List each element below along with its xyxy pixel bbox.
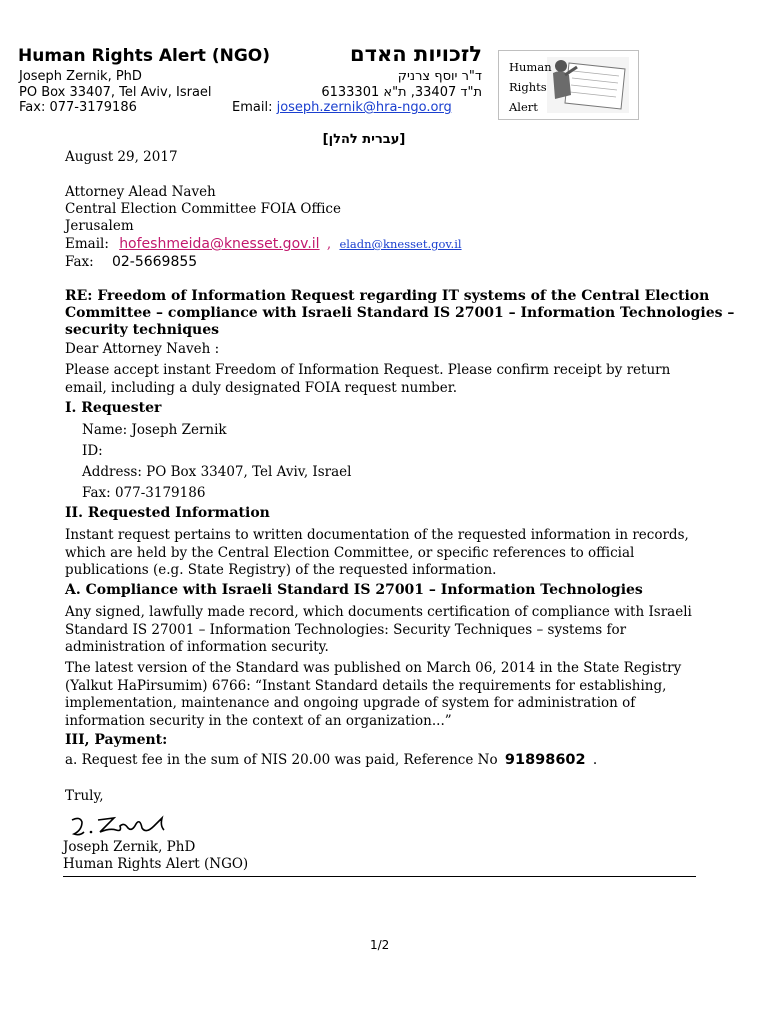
letter-date: August 29, 2017	[65, 149, 178, 165]
recipient-email-primary[interactable]: hofeshmeida@knesset.gov.il	[119, 236, 320, 252]
letterhead-address-en: PO Box 33407, Tel Aviv, Israel	[19, 85, 212, 100]
requested-body: Instant request pertains to written documentation of the requested information in records, which are held by the Central Election Committee, or specific references to official publications (e.g. State Registry) of the requested information.	[65, 527, 689, 578]
email-separator: ,	[326, 236, 332, 252]
recipient-name: Attorney Alead Naveh	[65, 184, 216, 200]
requester-name: Name: Joseph Zernik	[82, 422, 227, 438]
recipient-fax-number: 02-5669855	[111, 254, 198, 270]
org-name-he: לזכויות האדם	[350, 42, 482, 66]
payment-line	[65, 752, 597, 768]
recipient-office: Central Election Committee FOIA Office	[65, 201, 341, 217]
section-a-body-1: Any signed, lawfully made record, which documents certification of compliance with Israeli Standard IS 27001 – Information Technologies: Security Techniques – systems for administration of information security.	[65, 604, 692, 655]
subject-line-3: security techniques	[65, 322, 219, 338]
letterhead-email-line	[232, 100, 452, 115]
hebrew-below-note: [עברית להלן]	[322, 132, 406, 147]
recipient-email-label: Email:	[65, 236, 109, 252]
salutation: Dear Attorney Naveh :	[65, 341, 220, 357]
org-name-en: Human Rights Alert (NGO)	[18, 46, 271, 66]
letterhead-email-label: Email:	[232, 100, 273, 115]
signature-image	[66, 812, 176, 842]
org-logo	[498, 50, 639, 120]
logo-word-human: Human	[509, 60, 552, 74]
payment-end: .	[592, 752, 598, 768]
section-a-heading: A. Compliance with Israeli Standard IS 27001 – Information Technologies	[65, 582, 643, 598]
logo-word-rights: Rights	[509, 80, 547, 94]
payment-text: a. Request fee in the sum of NIS 20.00 was paid, Reference No	[65, 752, 498, 768]
payment-reference: 91898602	[504, 752, 586, 768]
requester-id: ID:	[82, 443, 103, 459]
section-a-body-2: The latest version of the Standard was published on March 06, 2014 in the State Registry (Yalkut HaPirsumim) 6766: “Instant Standard details the requirements for establishing, implementation, maintenance and ongoing upgrade of system for administration of information security in the context of an organization...”	[65, 660, 682, 729]
payment-heading: III, Payment:	[65, 732, 168, 748]
letterhead-name-he: ד"ר יוסף צרניק	[397, 69, 482, 84]
requested-heading: II. Requested Information	[65, 505, 270, 521]
subject-line-2: Committee – compliance with Israeli Standard IS 27001 – Information Technologies –	[65, 305, 735, 321]
subject-line-1: RE: Freedom of Information Request regarding IT systems of the Central Election	[65, 288, 710, 304]
letterhead-email-link[interactable]: joseph.zernik@hra-ngo.org	[276, 100, 452, 115]
recipient-fax-label: Fax:	[65, 254, 94, 270]
closing: Truly,	[65, 788, 104, 804]
recipient-email-line	[65, 236, 462, 252]
requester-address: Address: PO Box 33407, Tel Aviv, Israel	[82, 464, 352, 480]
recipient-fax-line	[65, 254, 197, 270]
logo-word-alert: Alert	[509, 100, 538, 114]
intro-paragraph: Please accept instant Freedom of Information Request. Please confirm receipt by return email, including a duly designated FOIA request number.	[65, 362, 671, 396]
footer-divider	[63, 876, 696, 877]
recipient-city: Jerusalem	[65, 218, 134, 234]
page-number: 1/2	[370, 938, 390, 952]
signature-org: Human Rights Alert (NGO)	[63, 856, 249, 872]
letterhead-address-he: ת"ד 33407, ת"א 6133301	[321, 85, 482, 100]
letterhead-name-en: Joseph Zernik, PhD	[19, 69, 142, 84]
signature-name: Joseph Zernik, PhD	[63, 839, 196, 855]
recipient-email-secondary[interactable]: eladn@knesset.gov.il	[339, 237, 462, 251]
requester-fax: Fax: 077-3179186	[82, 485, 206, 501]
letterhead-fax: Fax: 077-3179186	[19, 100, 137, 115]
requester-heading: I. Requester	[65, 400, 162, 416]
